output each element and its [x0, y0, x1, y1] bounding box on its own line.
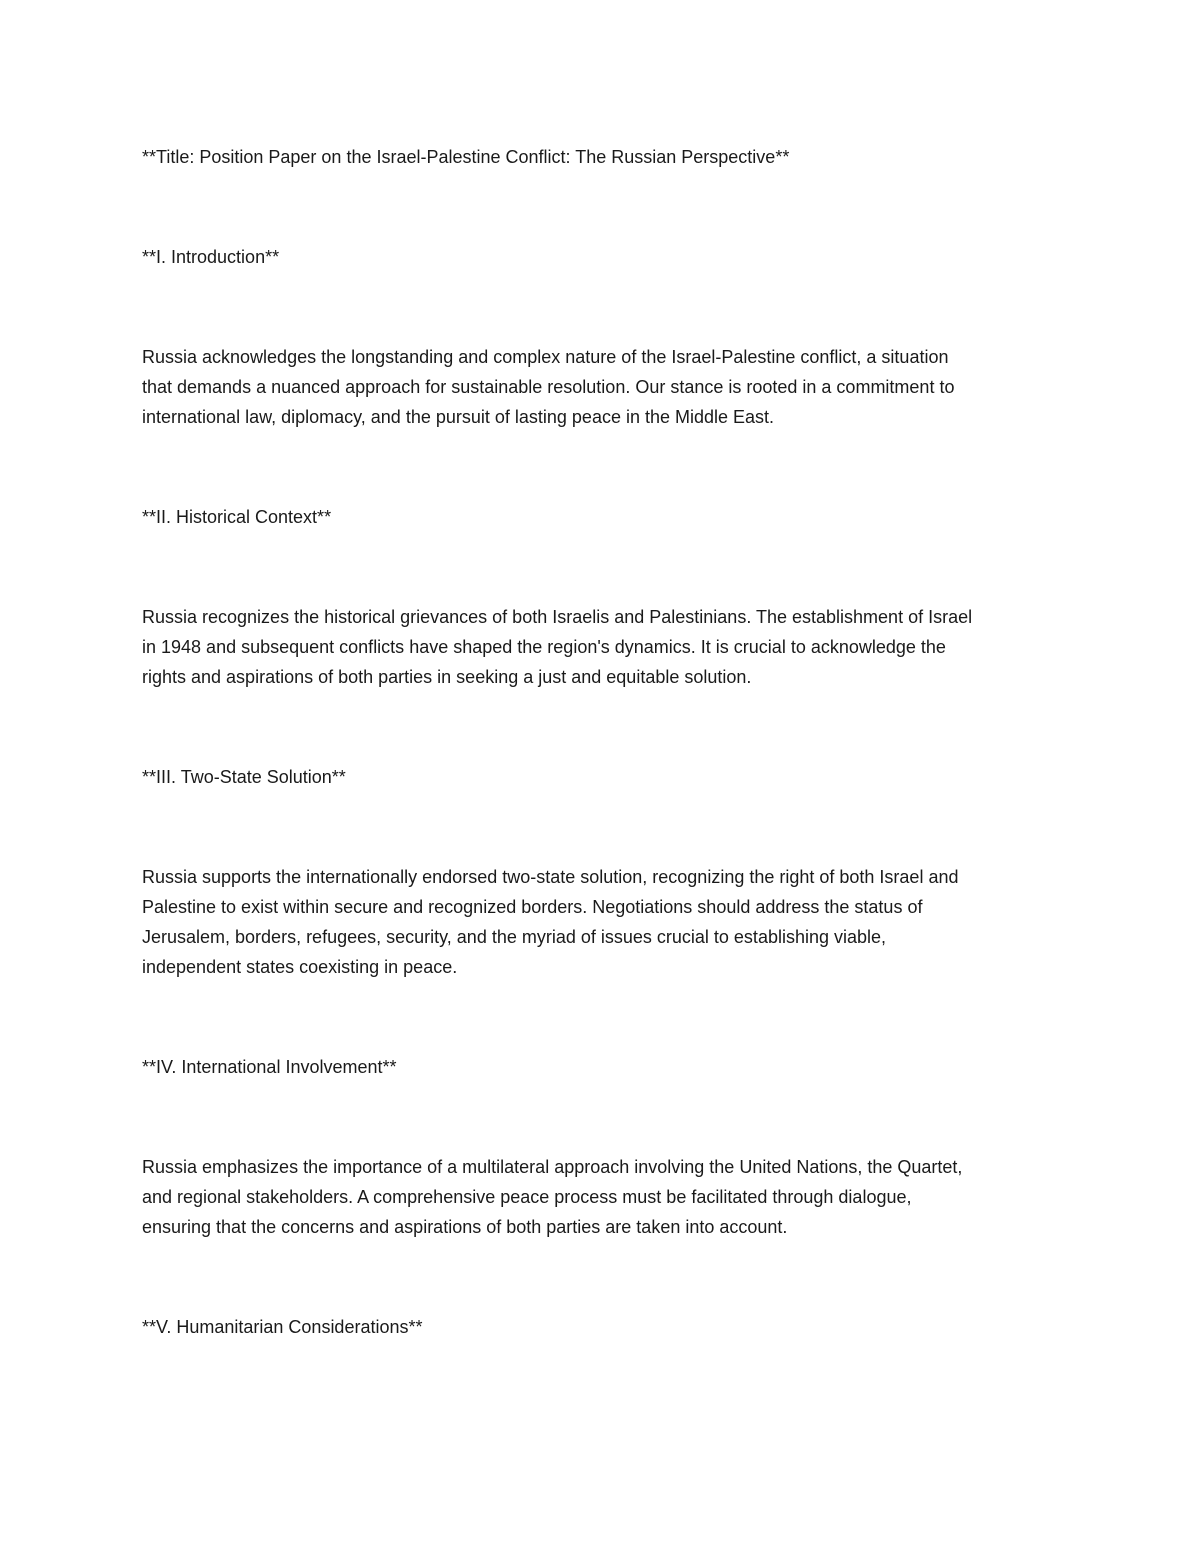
body-line: that demands a nuanced approach for sustainable resolution. Our stance is rooted in a commitment to	[142, 377, 955, 397]
section-heading-introduction: **I. Introduction**	[142, 247, 280, 267]
spacer	[142, 792, 1062, 862]
body-line: independent states coexisting in peace.	[142, 957, 458, 977]
section-body-historical-context	[142, 602, 1062, 692]
section-heading-humanitarian-considerations: **V. Humanitarian Considerations**	[142, 1317, 423, 1337]
spacer	[142, 692, 1062, 762]
section-heading-historical-context: **II. Historical Context**	[142, 507, 332, 527]
body-line: Russia supports the internationally endorsed two-state solution, recognizing the right of both Israel and	[142, 867, 959, 887]
section-heading-international-involvement: **IV. International Involvement**	[142, 1057, 397, 1077]
body-line: international law, diplomacy, and the pursuit of lasting peace in the Middle East.	[142, 407, 775, 427]
section-body-international-involvement	[142, 1152, 1062, 1242]
body-line: Russia acknowledges the longstanding and complex nature of the Israel-Palestine conflict, a situation	[142, 347, 949, 367]
spacer	[142, 532, 1062, 602]
spacer	[142, 982, 1062, 1052]
document-content	[142, 142, 1062, 1342]
body-line: Russia recognizes the historical grievances of both Israelis and Palestinians. The establishment of Israel	[142, 607, 973, 627]
spacer	[142, 1242, 1062, 1312]
body-line: rights and aspirations of both parties in seeking a just and equitable solution.	[142, 667, 752, 687]
body-line: and regional stakeholders. A comprehensive peace process must be facilitated through dialogue,	[142, 1187, 912, 1207]
section-heading-two-state-solution: **III. Two-State Solution**	[142, 767, 346, 787]
section-body-introduction	[142, 342, 1062, 432]
section-body-two-state-solution	[142, 862, 1062, 982]
body-line: Palestine to exist within secure and recognized borders. Negotiations should address the status of	[142, 897, 923, 917]
document-title: **Title: Position Paper on the Israel-Palestine Conflict: The Russian Perspective**	[142, 147, 790, 167]
spacer	[142, 432, 1062, 502]
body-line: Russia emphasizes the importance of a multilateral approach involving the United Nations, the Quartet,	[142, 1157, 963, 1177]
body-line: Jerusalem, borders, refugees, security, and the myriad of issues crucial to establishing viable,	[142, 927, 887, 947]
spacer	[142, 172, 1062, 242]
body-line: in 1948 and subsequent conflicts have shaped the region's dynamics. It is crucial to acknowledge the	[142, 637, 946, 657]
body-line: ensuring that the concerns and aspirations of both parties are taken into account.	[142, 1217, 788, 1237]
spacer	[142, 1082, 1062, 1152]
spacer	[142, 272, 1062, 342]
